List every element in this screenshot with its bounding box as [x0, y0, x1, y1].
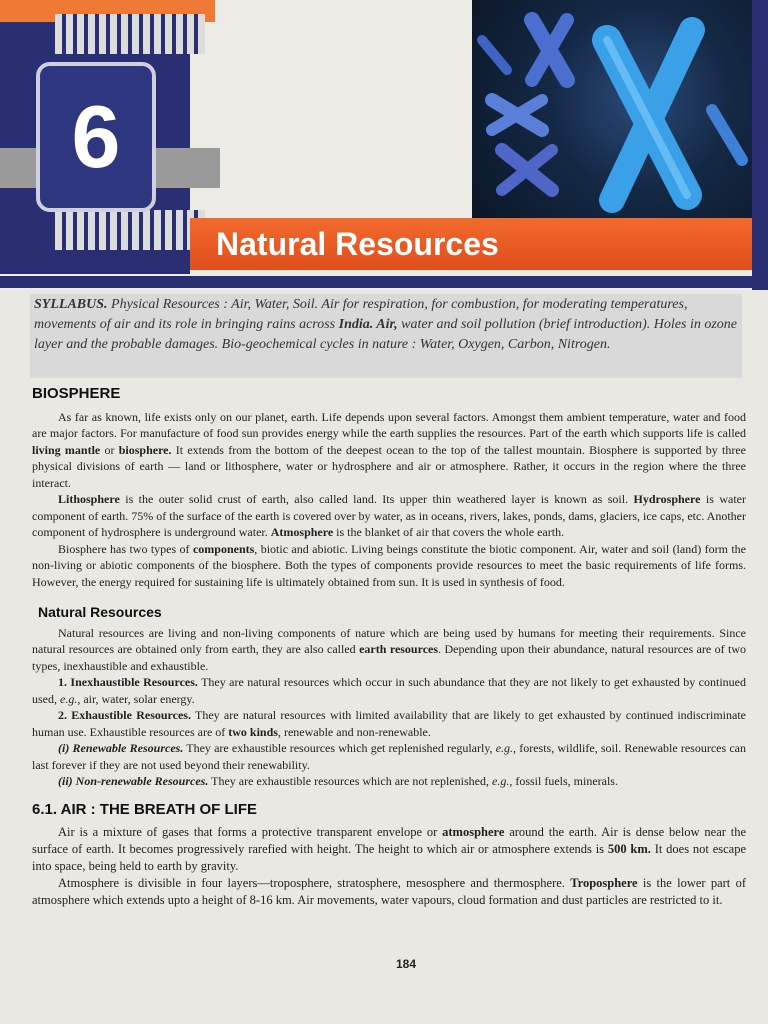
- list-item: [32, 740, 746, 773]
- text: Biosphere has two types of: [58, 541, 193, 556]
- paragraph: [32, 625, 746, 675]
- navy-right-edge: [752, 0, 768, 290]
- text: . Depending upon their abundance, natural resources are of two types, inexhaustible and exhaustible.: [32, 642, 746, 673]
- page-number: 184: [396, 957, 417, 971]
- bold-term: two kinds: [228, 724, 278, 739]
- bold-term: biosphere.: [118, 442, 172, 457]
- paragraph: [32, 491, 746, 541]
- text: around the earth. Air is dense below near the surface of earth. It becomes progressively rarefied with height. The height to which air or atmosphere extends is: [32, 825, 746, 856]
- bold-term: (i) Renewable Resources.: [58, 741, 184, 755]
- page-body: [32, 386, 746, 909]
- bold-term: earth resources: [359, 642, 439, 656]
- paragraph: [32, 409, 746, 492]
- text: , renewable and non-renewable.: [277, 724, 431, 739]
- text: fossil fuels, minerals.: [512, 774, 618, 788]
- natural-resources-heading: Natural Resources: [38, 604, 162, 620]
- text: They are exhaustible resources which are not replenished,: [208, 774, 492, 788]
- stripe-decoration-bottom: [55, 210, 205, 250]
- text: air, water, solar energy.: [80, 691, 195, 706]
- syllabus-label: SYLLABUS.: [34, 297, 108, 312]
- bold-term: 1. Inexhaustible Resources.: [58, 675, 198, 689]
- bold-term: components: [192, 541, 255, 556]
- text: is the lower part of atmosphere which extends upto a height of 8-16 km. Air movements, water vapours, cloud formation and dust particles are restricted to it.: [32, 876, 746, 907]
- syllabus-text: Physical Resources : Air, Water, Soil. Air for respiration, for combustion, for moderating temperatures, movements of air and its role in bringing rains across: [34, 297, 688, 332]
- paragraph: [32, 824, 746, 875]
- text: They are exhaustible resources which get replenished regularly,: [183, 741, 496, 755]
- text: forests, wildlife, soil. Renewable resources can last forever if they are not used beyond their renewability.: [32, 741, 746, 772]
- text: They are natural resources which occur in such abundance that they are not likely to get exhausted by continued used,: [32, 675, 747, 706]
- header-rule: [0, 276, 768, 288]
- text: Natural resources are living and non-living components of nature which are being used by humans for meeting their requirements. Since natural resources are obtained only from earth, they are also called: [32, 625, 746, 656]
- italic-term: e.g.,: [492, 774, 513, 788]
- bold-term: (ii) Non-renewable Resources.: [58, 774, 209, 788]
- bold-term: Lithosphere: [58, 492, 120, 506]
- text: or: [100, 442, 119, 457]
- chapter-number-badge: [36, 62, 156, 212]
- italic-term: e.g.,: [495, 741, 517, 755]
- text: is the outer solid crust of earth, also called land. Its upper thin weathered layer is known as soil.: [119, 492, 634, 506]
- text: As far as known, life exists only on our planet, earth. Life depends upon several factors. Amongst them ambient temperature, water and food are major factors. For manufacture of food sun provides energy while the earth supplies the resources. Part of the earth which supports life is called: [32, 409, 746, 440]
- text: They are natural resources with limited availability that are likely to get exhausted by continued indiscriminate human use. Exhaustible resources are of: [32, 708, 746, 739]
- bold-term: atmosphere: [442, 825, 505, 839]
- list-item: [32, 707, 746, 740]
- chapter-title-bar: [190, 218, 752, 270]
- stripe-decoration-top: [55, 14, 205, 54]
- paragraph: [32, 541, 746, 591]
- bold-term: Troposphere: [570, 876, 638, 890]
- air-heading: 6.1. AIR : THE BREATH OF LIFE: [32, 800, 258, 818]
- chromosome-illustration: [472, 0, 752, 218]
- list-item: [32, 674, 746, 707]
- syllabus-text: water and soil pollution (brief introduction). Holes in ozone layer and the probable damages. Bio-geochemical cycles in nature : Water, Oxygen, Carbon, Nitrogen.: [34, 317, 738, 352]
- italic-term: e.g.,: [60, 691, 81, 706]
- text: Air is a mixture of gases that forms a protective transparent envelope or: [58, 825, 443, 839]
- text: is water component of earth. 75% of the surface of the earth is covered over by water, as in oceans, rivers, lakes, ponds, dams, glaciers, ice caps, etc. Another component of hydrosphere is underground water.: [32, 492, 746, 539]
- bold-term: Atmosphere: [270, 525, 334, 539]
- list-item: [32, 773, 746, 790]
- text: It does not escape into space, being held to earth by gravity.: [32, 842, 746, 873]
- bold-term: living mantle: [32, 442, 101, 457]
- text: It extends from the bottom of the deepest ocean to the top of the tallest mountain. Biosphere is supported by three physical divisions of earth — land or lithosphere, water or hydrosphere and air or atmosphere. Rather, it occurs in the region where the three interact.: [32, 442, 746, 490]
- bold-term: 500 km.: [607, 842, 651, 856]
- syllabus-box: [30, 294, 742, 378]
- chapter-header: [0, 0, 768, 290]
- chromosome-arm: [712, 110, 742, 160]
- syllabus-bold: India. Air,: [338, 317, 398, 332]
- chromosome-image: [472, 0, 752, 218]
- text: , biotic and abiotic. Living beings constitute the biotic component. Air, water and soil (land) form the non-living or abiotic components of the biosphere. Both the types of components provide resources to meet the basic requirements of life forms. However, the energy required for sustaining life is ultimately obtained from sun. It is used in synthesis of food.: [32, 541, 746, 589]
- chapter-title: Natural Resources: [216, 226, 499, 262]
- text: is the blanket of air that covers the whole earth.: [333, 525, 565, 539]
- chapter-number: 6: [71, 87, 121, 186]
- bold-term: 2. Exhaustible Resources.: [58, 708, 191, 722]
- biosphere-heading: BIOSPHERE: [32, 385, 121, 402]
- text: Atmosphere is divisible in four layers—troposphere, stratosphere, mesosphere and thermosphere.: [58, 876, 571, 890]
- chromosome-arm: [482, 40, 507, 70]
- bold-term: Hydrosphere: [633, 492, 701, 506]
- paragraph: [32, 875, 746, 909]
